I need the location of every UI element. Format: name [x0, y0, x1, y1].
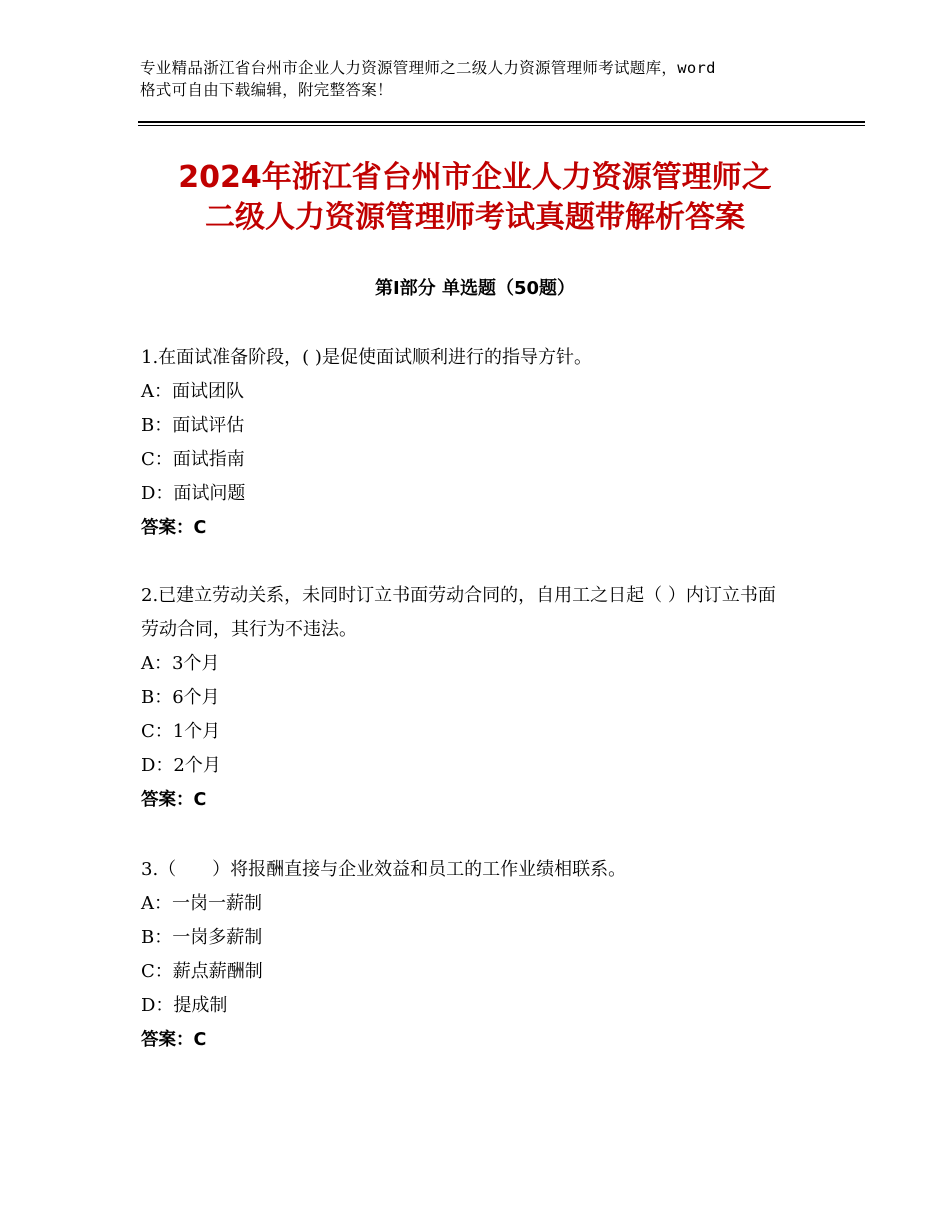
option-a: A：一岗一薪制: [141, 893, 262, 914]
option-d: D：提成制: [141, 995, 228, 1016]
option-c: C：1个月: [141, 721, 221, 742]
document-title: [100, 158, 850, 238]
option-b: B：6个月: [141, 687, 220, 708]
question-stem: 3.（ ）将报酬直接与企业效益和员工的工作业绩相联系。: [141, 859, 627, 880]
question-3: [141, 853, 791, 1057]
section-title: 第Ⅰ部分 单选题（50题）: [374, 278, 575, 299]
document-header-note: [140, 57, 830, 101]
question-stem: 2.已建立劳动关系，未同时订立书面劳动合同的，自用工之日起（ ）内订立书面劳动合同，其行为不违法。: [141, 585, 776, 640]
option-b: B：一岗多薪制: [141, 927, 263, 948]
question-2: [141, 579, 791, 817]
header-divider-thick: [138, 121, 865, 123]
header-note-line-1: 专业精品浙江省台州市企业人力资源管理师之二级人力资源管理师考试题库，word: [140, 59, 716, 77]
answer: 答案：C: [141, 1030, 207, 1050]
header-note-line-2: 格式可自由下载编辑，附完整答案！: [140, 81, 393, 99]
option-a: A：3个月: [141, 653, 220, 674]
title-line-2: 二级人力资源管理师考试真题带解析答案: [205, 200, 745, 235]
question-1: [141, 341, 791, 545]
answer: 答案：C: [141, 790, 207, 810]
answer: 答案：C: [141, 518, 207, 538]
option-c: C：面试指南: [141, 449, 245, 470]
question-stem: 1.在面试准备阶段，( )是促使面试顺利进行的指导方针。: [141, 347, 592, 368]
option-d: D：面试问题: [141, 483, 246, 504]
title-line-1: 2024年浙江省台州市企业人力资源管理师之: [178, 160, 772, 195]
option-d: D：2个月: [141, 755, 221, 776]
option-a: A：面试团队: [141, 381, 244, 402]
header-divider-thin: [138, 125, 865, 126]
option-b: B：面试评估: [141, 415, 245, 436]
option-c: C：薪点薪酬制: [141, 961, 263, 982]
